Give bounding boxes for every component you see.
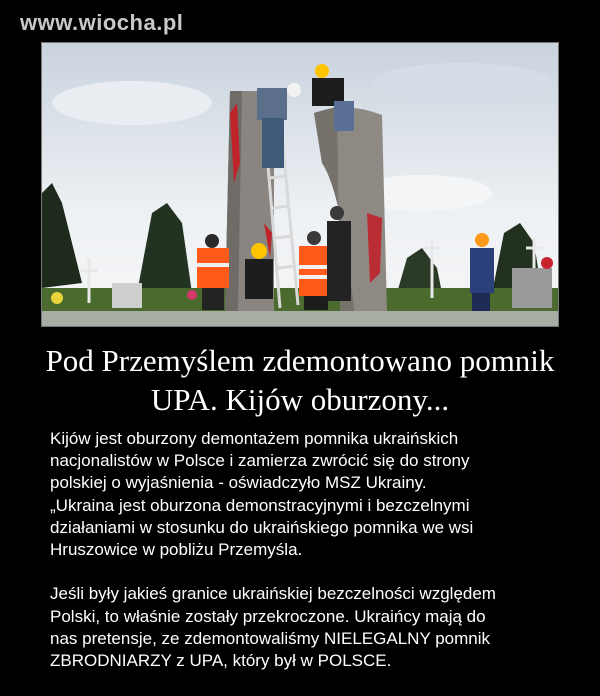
text-line: nas pretensje, ze zdemontowaliśmy NIELEGALNY pomnik	[50, 628, 490, 648]
text-line: Kijów jest oburzony demontażem pomnika ukraińskich	[50, 429, 459, 448]
site-watermark: www.wiocha.pl	[20, 10, 184, 35]
headline-line: Pod Przemyślem zdemontowano pomnik	[45, 343, 555, 378]
text-line: Polski, to właśnie zostały przekroczone. Ukraińcy mają do	[50, 606, 486, 626]
paragraph-2	[50, 583, 570, 672]
text-line: działaniami w stosunku do ukraińskiego pomnika we wsi	[50, 517, 474, 537]
article-body	[50, 428, 570, 672]
text-line: ZBRODNIARZY z UPA, który był w POLSCE.	[50, 650, 392, 670]
paragraph-gap	[50, 561, 570, 583]
text-line: polskiej o wyjaśnienia - oświadczyło MSZ Ukrainy.	[50, 473, 427, 493]
text-line: Hruszowice w pobliżu Przemyśla.	[50, 539, 303, 559]
headline-line: UPA. Kijów oburzony...	[150, 382, 450, 417]
text-line: „Ukraina jest oburzona demonstracyjnymi i bezczelnymi	[50, 495, 470, 515]
text-line: nacjonalistów w Polsce i zamierza zwrócić się do strony	[50, 451, 470, 471]
text-line: Jeśli były jakieś granice ukraińskiej bezczelności względem	[50, 584, 496, 604]
monument-demolition-photo	[42, 43, 559, 327]
news-photo	[41, 42, 559, 327]
headline	[0, 341, 600, 419]
paragraph-1	[50, 428, 570, 561]
